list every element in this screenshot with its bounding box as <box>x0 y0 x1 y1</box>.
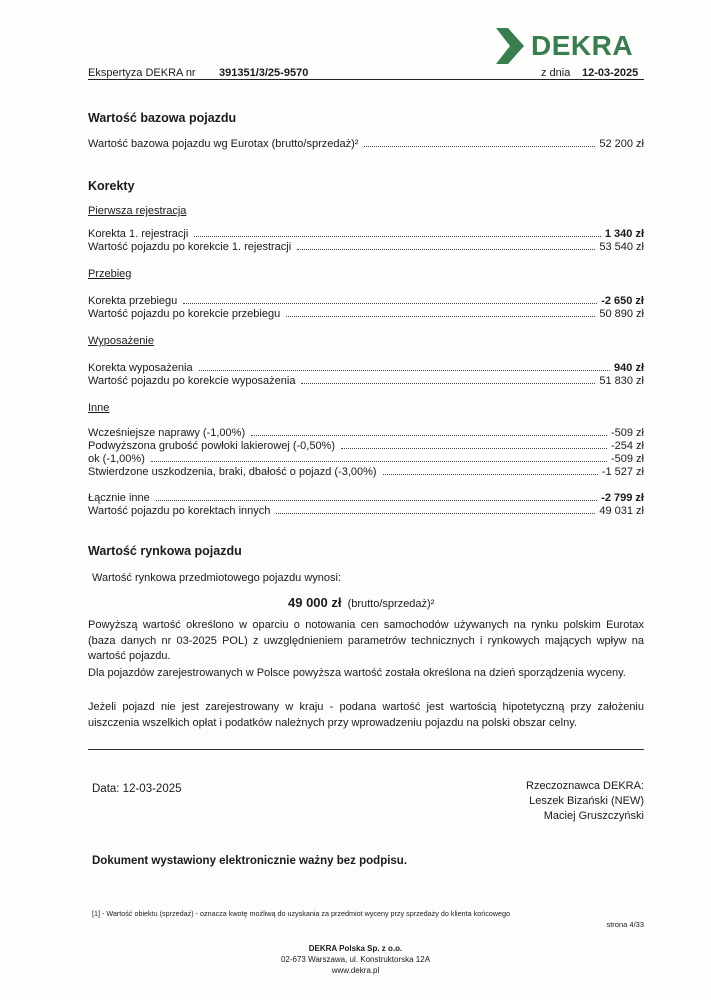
row-label: Wcześniejsze naprawy (-1,00%) <box>88 427 246 439</box>
first-registration-value-row <box>88 240 644 253</box>
row-label: Korekta przebiegu <box>88 295 178 307</box>
row-label: Korekta 1. rejestracji <box>88 228 189 240</box>
leader-dots <box>364 146 595 147</box>
market-value-note: (brutto/sprzedaż)² <box>347 598 435 610</box>
row-value: -1 527 zł <box>601 466 644 478</box>
other-correction-row <box>88 452 644 465</box>
dekra-logo <box>496 26 646 66</box>
report-date-label: z dnia <box>541 67 571 79</box>
report-date: 12-03-2025 <box>582 67 639 79</box>
row-label: ok (-1,00%) <box>88 453 145 465</box>
expert-role: Rzeczoznawca DEKRA: <box>526 780 644 792</box>
row-label: Stwierdzone uszkodzenia, braki, dbałość o pojazd (-3,00%) <box>88 466 377 478</box>
equipment-value-row <box>88 374 644 387</box>
leader-dots <box>194 236 601 237</box>
leader-dots <box>383 474 598 475</box>
leader-dots <box>183 303 597 304</box>
equipment-correction-row <box>88 361 644 374</box>
leader-dots <box>286 316 595 317</box>
other-total-row <box>88 491 644 504</box>
dekra-arrow-logo-icon <box>496 28 526 64</box>
market-value-line <box>288 595 434 610</box>
row-value: 1 340 zł <box>604 228 644 240</box>
leader-dots <box>341 448 607 449</box>
first-registration-correction-row <box>88 227 644 240</box>
row-value: -509 zł <box>610 453 644 465</box>
corrections-title: Korekty <box>88 179 135 193</box>
mileage-title: Przebieg <box>88 268 132 280</box>
report-number: 391351/3/25-9570 <box>219 67 309 79</box>
leader-dots <box>156 500 597 501</box>
row-label: Łącznie inne <box>88 492 150 504</box>
expert-name-1: Leszek Bizański (NEW) <box>529 795 644 807</box>
other-correction-row <box>88 465 644 478</box>
footer-address: 02-673 Warszawa, ul. Konstruktorska 12A <box>280 955 431 964</box>
row-value: -2 799 zł <box>601 492 644 504</box>
report-number-label: Ekspertyza DEKRA nr <box>88 67 196 79</box>
market-value: 49 000 zł <box>288 595 342 610</box>
row-value: 52 200 zł <box>599 138 644 150</box>
row-label: Wartość pojazdu po korekcie wyposażenia <box>88 375 296 387</box>
leader-dots <box>297 249 595 250</box>
expert-name-2: Maciej Gruszczyński <box>543 810 644 822</box>
market-value-intro: Wartość rynkowa przedmiotowego pojazdu wynosi: <box>92 572 342 584</box>
mileage-value-row <box>88 307 644 320</box>
footnote: [1] - Wartość obiektu (sprzedaż) - oznacza kwotę możliwą do uzyskania za przedmiot wyceny przy sprzedaży do klienta końcowego <box>92 909 510 918</box>
row-value: 51 830 zł <box>599 375 644 387</box>
first-registration-title: Pierwsza rejestracja <box>88 205 187 217</box>
signature-date: Data: 12-03-2025 <box>92 783 182 795</box>
row-value: -509 zł <box>610 427 644 439</box>
leader-dots <box>199 370 610 371</box>
row-label: Wartość pojazdu po korektach innych <box>88 505 271 517</box>
row-value: 53 540 zł <box>599 241 644 253</box>
other-title: Inne <box>88 402 110 414</box>
other-correction-row <box>88 426 644 439</box>
leader-dots <box>151 461 607 462</box>
row-label: Wartość pojazdu po korekcie przebiegu <box>88 308 281 320</box>
row-value: -254 zł <box>610 440 644 452</box>
signature-divider <box>88 749 644 750</box>
leader-dots <box>251 435 607 436</box>
page-number: strona 4/33 <box>606 920 644 929</box>
base-value-title: Wartość bazowa pojazdu <box>88 111 237 125</box>
row-value: 49 031 zł <box>599 505 644 517</box>
market-paragraph-2: Dla pojazdów zarejestrowanych w Polsce powyższa wartość została określona na dzień sporządzenia wyceny. <box>88 667 626 679</box>
brand-name: DEKRA <box>531 30 634 61</box>
row-label: Podwyższona grubość powłoki lakierowej (-0,50%) <box>88 440 336 452</box>
equipment-title: Wyposażenie <box>88 335 154 347</box>
row-label: Wartość pojazdu po korekcie 1. rejestracji <box>88 241 292 253</box>
row-value: -2 650 zł <box>601 295 644 307</box>
other-correction-row <box>88 439 644 452</box>
header-divider <box>88 79 644 80</box>
mileage-correction-row <box>88 294 644 307</box>
electronic-notice: Dokument wystawiony elektronicznie ważny bez podpisu. <box>92 855 408 867</box>
market-paragraph-3: Jeżeli pojazd nie jest zarejestrowany w kraju - podana wartość jest wartością hipotetyczną przy założeniu uiszczenia wszelkich opłat i podatków należnych przy wprowadzeniu pojazdu na polski obszar celny. <box>88 701 644 729</box>
row-value: 50 890 zł <box>599 308 644 320</box>
row-value: 940 zł <box>614 362 644 374</box>
row-label: Wartość bazowa pojazdu wg Eurotax (brutto/sprzedaż)² <box>88 138 359 150</box>
footer-company: DEKRA Polska Sp. z o.o. <box>308 944 403 953</box>
footer-website[interactable]: www.dekra.pl <box>331 966 380 975</box>
leader-dots <box>301 383 595 384</box>
market-paragraph-1: Powyższą wartość określono w oparciu o notowania cen samochodów używanych na rynku polskim Eurotax (baza danych nr 03-2025 POL) z uwzględnieniem parametrów technicznych i rynkowych mających wpływ na wartość pojazdu. <box>88 619 644 662</box>
other-value-row <box>88 504 644 517</box>
base-value-row <box>88 137 644 150</box>
leader-dots <box>276 513 595 514</box>
market-value-title: Wartość rynkowa pojazdu <box>88 544 242 558</box>
row-label: Korekta wyposażenia <box>88 362 193 374</box>
